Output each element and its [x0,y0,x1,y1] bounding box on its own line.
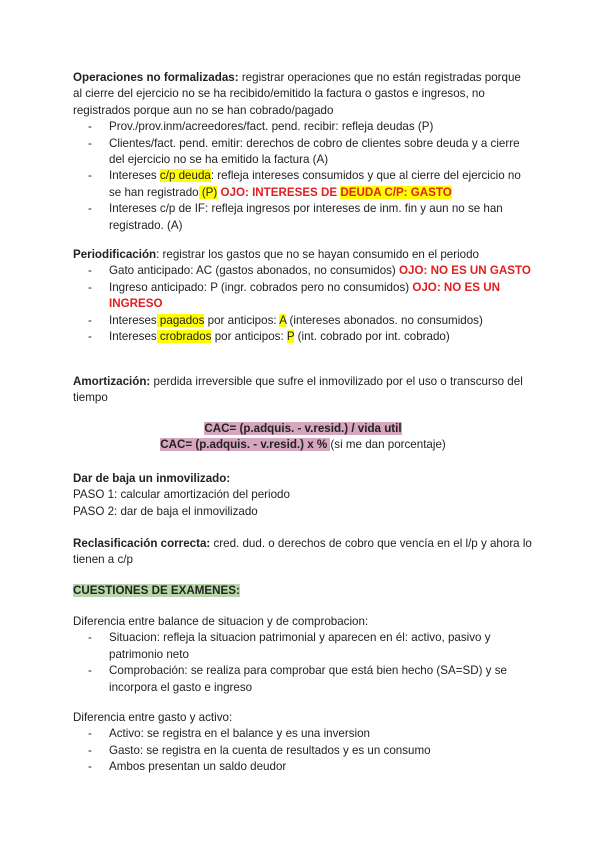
item-intereses-pre: Intereses [109,169,160,183]
section-gasto-activo [73,710,533,776]
balance-question: Diferencia entre balance de situacion y de comprobacion: [73,615,369,628]
balance-list [73,630,533,696]
reclasificacion-title: Reclasificación correcta: [73,537,211,550]
highlight-cobrados: crobrados [156,330,212,344]
section-periodificacion [73,247,533,345]
list-item [73,263,533,279]
formula-vida-util-line [73,421,533,437]
item-situacion: Situacion: refleja la situacion patrimonial y aparecen en él: activo, pasivo y patrimonio neto [109,631,491,661]
periodificacion-paragraph [73,247,533,263]
item-cobrados-pre: Intereses [109,330,157,344]
gasto-activo-list [73,726,533,775]
item-cobrados-mid: por anticipos: [211,330,287,344]
gasto-activo-question: Diferencia entre gasto y activo: [73,711,233,724]
item-intereses-if: Intereses c/p de IF: refleja ingresos por intereses de inm. fin y aun no se han registrado. (A) [109,202,503,232]
baja-title-line [73,471,533,487]
list-item [73,726,533,742]
item-clientes: Clientes/fact. pend. emitir: derechos de cobro de clientes sobre deuda y a cierre del ejercicio no se ha emitido la factura (A) [109,136,520,167]
highlight-p2: P [286,330,295,344]
item-ambos: Ambos presentan un saldo deudor [109,760,287,774]
operaciones-title: Operaciones no formalizadas: [73,71,239,84]
item-gasto: Gasto: se registra en la cuenta de resultados y es un consumo [109,743,431,757]
item-activo: Activo: se registra en el balance y es una inversion [109,727,371,741]
baja-paso1: PASO 1: calcular amortización del periodo [73,488,290,502]
item-pagados-post: (intereses abonados. no consumidos) [286,313,483,327]
cuestiones-title: CUESTIONES DE EXAMENES: [73,584,240,597]
formula-vida-util: CAC= (p.adquis. - v.resid.) / vida util [204,422,402,435]
section-balance [73,614,533,696]
list-item [73,136,533,169]
highlight-cp-deuda: c/p deuda [159,169,211,183]
highlight-a: A [279,313,287,327]
item-pagados-pre: Intereses [109,313,157,327]
formula-block [73,421,533,454]
item-intereses-text: : refleja intereses consumidos y que al cierre del ejercicio no se han registrado [109,169,521,199]
periodificacion-title: Periodificación [73,248,157,261]
formula-porcentaje-line [73,437,533,453]
reclasificacion-intro: cred. dud. o derechos de cobro que vencía en el l/p y ahora lo tienen a c/p [73,537,532,567]
operaciones-list [73,119,533,234]
operaciones-intro: registrar operaciones que no están registradas porque al cierre del ejercicio no se ha recibido/emitido la factura o gastos e ingresos, no registrados porque aun no se han cobrado/pagado [73,71,521,117]
section-cuestiones [73,583,533,599]
list-item [73,119,533,135]
item-gasto-anticipado: Gato anticipado: AC (gastos abonados, no consumidos) [109,264,400,278]
section-amortizacion [73,374,533,407]
highlight-p: (P) [198,185,218,199]
list-item [73,201,533,234]
item-comprobacion: Comprobación: se realiza para comprobar que está bien hecho (SA=SD) y se incorpora el gasto e ingreso [109,664,507,694]
operaciones-paragraph [73,70,533,119]
formula-note: (si me dan porcentaje) [330,438,446,452]
section-baja [73,471,533,520]
warning-no-ingreso: OJO: NO ES UN INGRESO [109,280,500,311]
reclasificacion-paragraph [73,536,533,569]
baja-title: Dar de baja un inmovilizado: [73,472,231,485]
list-item [73,329,533,345]
item-cobrados-post: (int. cobrado por int. cobrado) [294,330,450,344]
warning-intereses: OJO: INTERESES DE [217,185,341,199]
list-item [73,759,533,775]
highlight-pagados: pagados [156,313,205,327]
list-item [73,663,533,696]
cuestiones-line [73,583,533,599]
list-item [73,313,533,329]
amortizacion-paragraph [73,374,533,407]
item-prov: Prov./prov.inm/acreedores/fact. pend. recibir: refleja deudas (P) [109,120,434,134]
section-operaciones [73,70,533,234]
list-item [73,630,533,663]
amortizacion-title: Amortización: [73,375,151,388]
baja-paso2: PASO 2: dar de baja el inmovilizado [73,504,258,518]
item-pagados-mid: por anticipos: [204,313,280,327]
list-item [73,743,533,759]
item-ingreso-anticipado: Ingreso anticipado: P (ingr. cobrados pero no consumidos) [109,280,413,294]
warning-no-gasto: OJO: NO ES UN GASTO [399,264,531,278]
list-item [73,280,533,313]
formula-porcentaje: CAC= (p.adquis. - v.resid.) x % [160,438,331,452]
warning-deuda-gasto: DEUDA C/P: GASTO [340,185,452,199]
amortizacion-intro: perdida irreversible que sufre el inmovilizado por el uso o transcurso del tiempo [73,375,523,405]
periodificacion-intro: : registrar los gastos que no se hayan consumido en el periodo [156,248,479,261]
list-item [73,168,533,201]
periodificacion-list [73,263,533,345]
section-reclasificacion [73,536,533,569]
